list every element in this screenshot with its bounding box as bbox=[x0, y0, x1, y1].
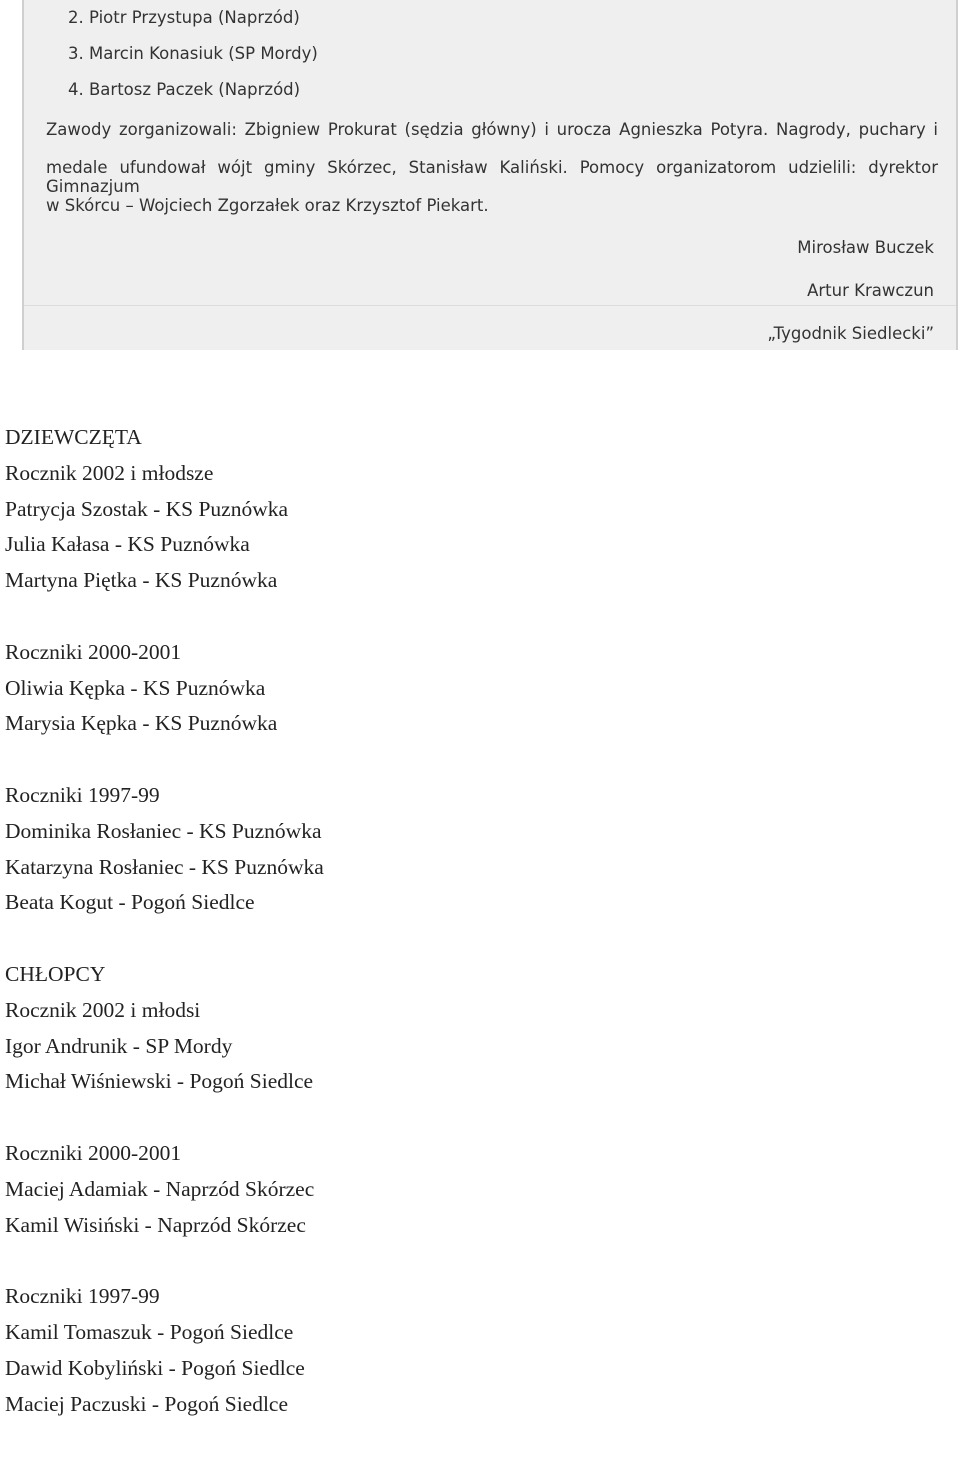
category-label: Rocznik 2002 i młodsze bbox=[5, 460, 214, 485]
list-item: 3. Marcin Konasiuk (SP Mordy) bbox=[68, 44, 318, 63]
category-label: Roczniki 2000-2001 bbox=[5, 1140, 182, 1165]
results-group bbox=[5, 420, 945, 599]
author-signature: Artur Krawczun bbox=[807, 281, 934, 300]
result-entry: Patrycja Szostak - KS Puznówka bbox=[5, 496, 289, 521]
results-group bbox=[5, 635, 945, 742]
paragraph-line: medale ufundował wójt gminy Skórzec, Stanisław Kaliński. Pomocy organizatorom udzielili: dyrektor Gimnazjum bbox=[46, 158, 938, 196]
result-entry: Marysia Kępka - KS Puznówka bbox=[5, 711, 278, 736]
result-entry: Maciej Paczuski - Pogoń Siedlce bbox=[5, 1391, 289, 1416]
category-label: Roczniki 2000-2001 bbox=[5, 639, 182, 664]
publication-name: „Tygodnik Siedlecki” bbox=[767, 324, 934, 343]
result-entry: Kamil Tomaszuk - Pogoń Siedlce bbox=[5, 1319, 294, 1344]
result-entry: Julia Kałasa - KS Puznówka bbox=[5, 532, 250, 557]
result-entry: Michał Wiśniewski - Pogoń Siedlce bbox=[5, 1069, 314, 1094]
results-group bbox=[5, 1136, 945, 1243]
results-list bbox=[5, 420, 945, 1458]
result-entry: Beata Kogut - Pogoń Siedlce bbox=[5, 890, 255, 915]
category-label: Roczniki 1997-99 bbox=[5, 782, 160, 807]
divider bbox=[24, 305, 956, 306]
result-entry: Katarzyna Rosłaniec - KS Puznówka bbox=[5, 854, 324, 879]
category-label: Rocznik 2002 i młodsi bbox=[5, 997, 201, 1022]
result-entry: Maciej Adamiak - Naprzód Skórzec bbox=[5, 1176, 315, 1201]
results-group bbox=[5, 957, 945, 1100]
article-box bbox=[22, 0, 958, 350]
list-item: 2. Piotr Przystupa (Naprzód) bbox=[68, 8, 300, 27]
section-heading-boys: CHŁOPCY bbox=[5, 961, 106, 986]
result-entry: Kamil Wisiński - Naprzód Skórzec bbox=[5, 1212, 306, 1237]
result-entry: Martyna Piętka - KS Puznówka bbox=[5, 568, 278, 593]
result-entry: Oliwia Kępka - KS Puznówka bbox=[5, 675, 266, 700]
paragraph-line: Zawody zorganizowali: Zbigniew Prokurat (sędzia główny) i urocza Agnieszka Potyra. Nagrody, puchary i bbox=[46, 120, 938, 139]
paragraph-line: w Skórcu – Wojciech Zgorzałek oraz Krzysztof Piekart. bbox=[46, 196, 489, 215]
results-group bbox=[5, 1279, 945, 1422]
result-entry: Dawid Kobyliński - Pogoń Siedlce bbox=[5, 1355, 305, 1380]
section-heading-girls: DZIEWCZĘTA bbox=[5, 425, 142, 449]
results-group bbox=[5, 778, 945, 921]
result-entry: Dominika Rosłaniec - KS Puznówka bbox=[5, 818, 322, 843]
category-label: Roczniki 1997-99 bbox=[5, 1284, 160, 1309]
result-entry: Igor Andrunik - SP Mordy bbox=[5, 1033, 233, 1058]
list-item: 4. Bartosz Paczek (Naprzód) bbox=[68, 80, 301, 99]
author-signature: Mirosław Buczek bbox=[797, 238, 934, 257]
